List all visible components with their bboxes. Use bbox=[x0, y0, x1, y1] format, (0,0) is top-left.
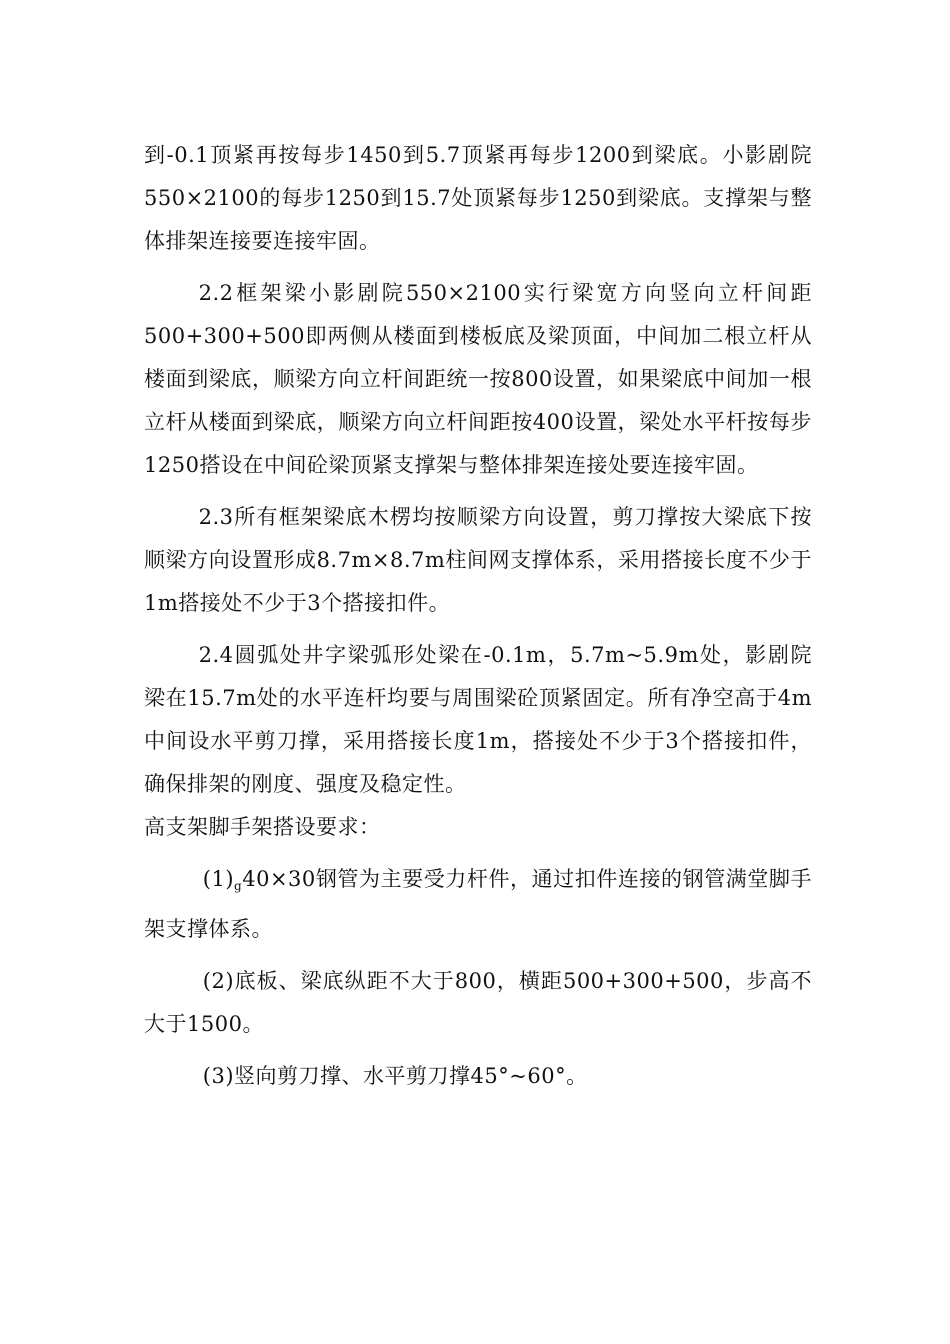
list-item-3: (3)竖向剪刀撑、水平剪刀撑45°~60°。 bbox=[202, 1064, 588, 1088]
list-item-1 bbox=[144, 858, 812, 951]
paragraph-2-2-frame-beam: 2.2框架梁小影剧院550×2100实行梁宽方向竖向立杆间距500+300+500即两侧从楼面到楼板底及梁顶面，中间加二根立杆从楼面到梁底，顺梁方向立杆间距统一按800设置，如果梁底中间加一根立杆从楼面到梁底，顺梁方向立杆间距按400设置，梁处水平杆按每步1250搭设在中间砼梁顶紧支撑架与整体排架连接处要连接牢固。 bbox=[144, 281, 812, 477]
list-item-1-subscript: g bbox=[234, 879, 243, 893]
section-heading: 高支架脚手架搭设要求： bbox=[144, 815, 381, 839]
list-item-1-prefix: (1) bbox=[202, 867, 235, 891]
document-body bbox=[144, 134, 812, 1098]
list-item-2: (2)底板、梁底纵距不大于800，横距500+300+500，步高不大于1500。 bbox=[144, 969, 812, 1036]
paragraph-2-4-arc-beam: 2.4圆弧处井字梁弧形处梁在-0.1m，5.7m~5.9m处，影剧院梁在15.7m处的水平连杆均要与周围梁砼顶紧固定。所有净空高于4m中间设水平剪刀撑，采用搭接长度1m，搭接处不少于3个搭接扣件，确保排架的刚度、强度及稳定性。 bbox=[144, 643, 812, 796]
list-item-1-text: 40×30钢管为主要受力杆件，通过扣件连接的钢管满堂脚手架支撑体系。 bbox=[144, 867, 812, 941]
paragraph-support-steps: 到-0.1顶紧再按每步1450到5.7顶紧再每步1200到梁底。小影剧院550×2100的每步1250到15.7处顶紧每步1250到梁底。支撑架与整体排架连接要连接牢固。 bbox=[144, 143, 812, 253]
paragraph-2-3-bracing: 2.3所有框架梁底木楞均按顺梁方向设置，剪刀撑按大梁底下按顺梁方向设置形成8.7m×8.7m柱间网支撑体系，采用搭接长度不少于1m搭接处不少于3个搭接扣件。 bbox=[144, 505, 812, 615]
